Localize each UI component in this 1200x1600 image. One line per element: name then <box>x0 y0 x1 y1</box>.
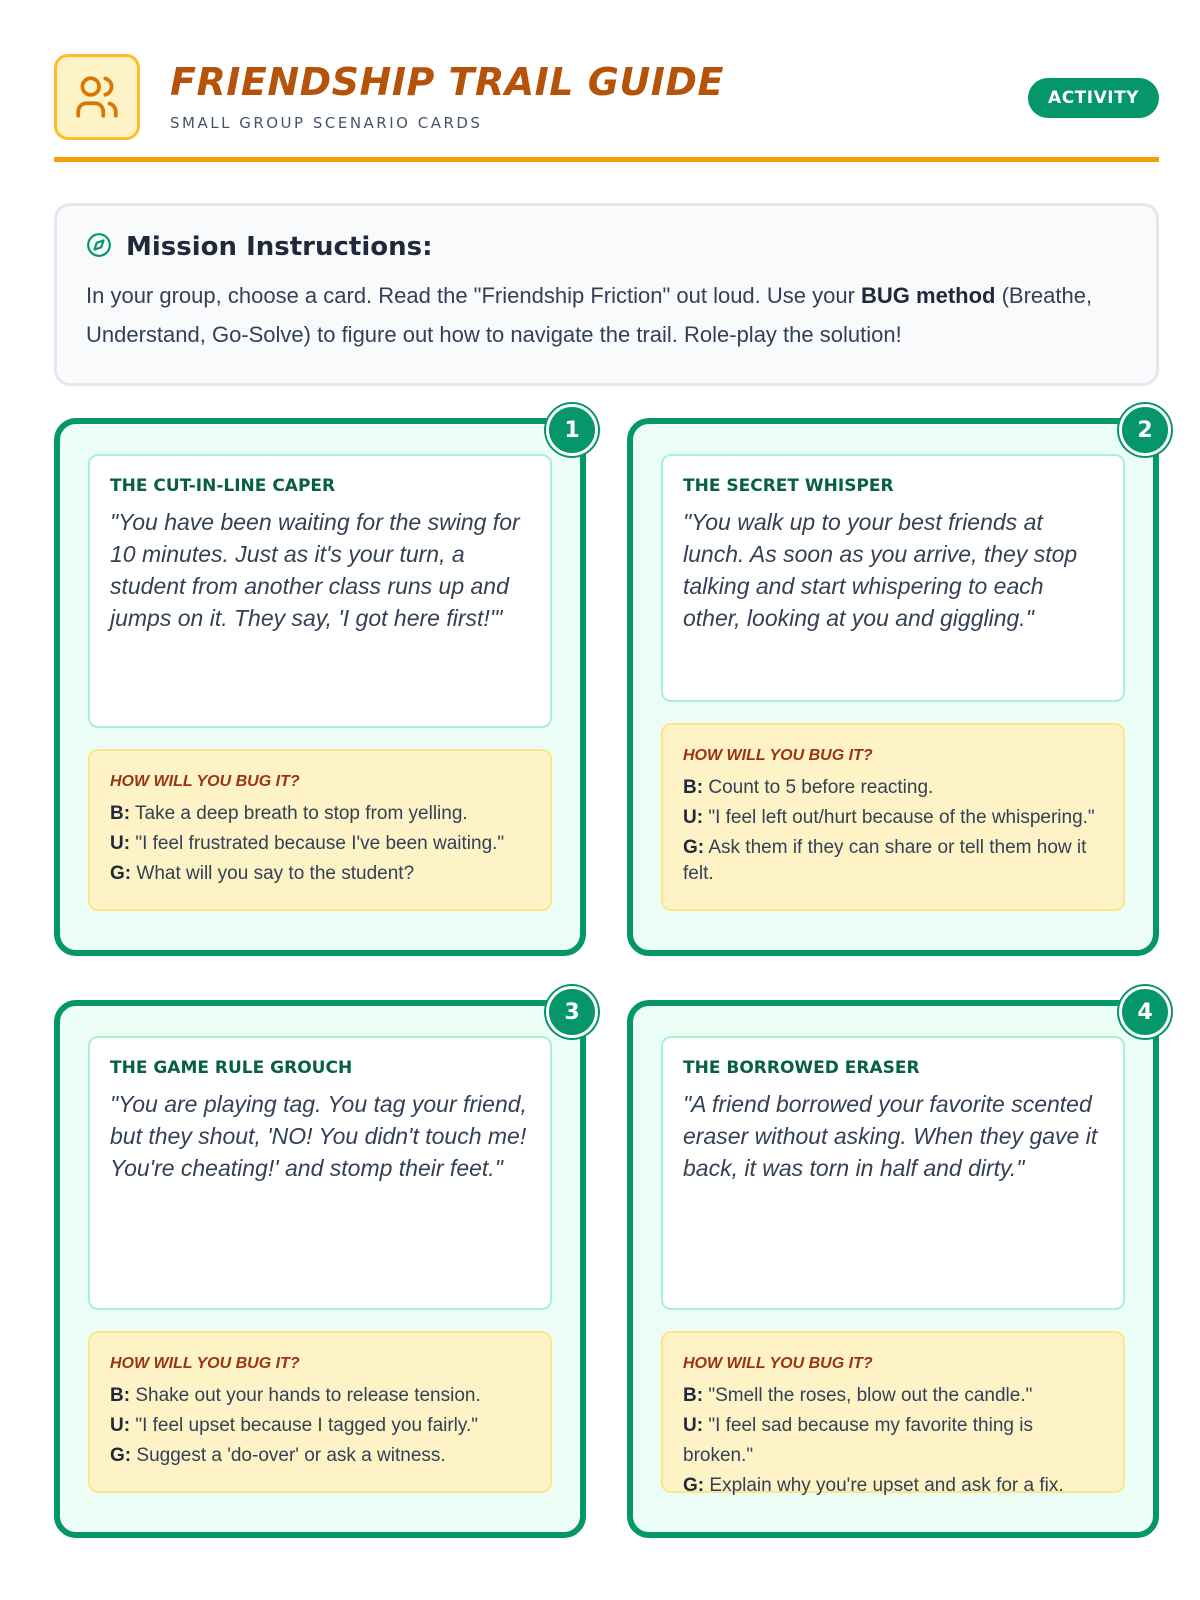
scenario-card-3[interactable] <box>54 1000 586 1538</box>
compass-icon <box>86 232 112 262</box>
bug-understand: U: "I feel sad because my favorite thing is broken." <box>683 1415 1033 1466</box>
bug-go-solve: G: What will you say to the student? <box>110 863 415 884</box>
scenario-card-4[interactable] <box>627 1000 1159 1538</box>
page-title: FRIENDSHIP TRAIL GUIDE <box>170 60 724 104</box>
scenario-title: THE BORROWED ERASER <box>683 1058 920 1078</box>
bug-go-solve: G: Suggest a 'do-over' or ask a witness. <box>110 1445 446 1466</box>
bug-understand: U: "I feel left out/hurt because of the whispering." <box>683 807 1095 828</box>
bug-breathe: B: Shake out your hands to release tension. <box>110 1385 481 1406</box>
bug-title: HOW WILL YOU BUG IT? <box>683 747 873 764</box>
users-icon <box>54 54 140 140</box>
scenario-title: THE CUT-IN-LINE CAPER <box>110 476 336 496</box>
bug-box <box>88 749 552 911</box>
page-header <box>54 54 1159 162</box>
scenario-text: "You have been waiting for the swing for 10 minutes. Just as it's your turn, a student from another class runs up and jumps on it. They say, 'I got here first!'" <box>110 509 520 631</box>
bug-understand: U: "I feel frustrated because I've been waiting." <box>110 833 505 854</box>
bug-method-highlight: BUG method <box>861 283 996 308</box>
instructions-text: In your group, choose a card. Read the "Friendship Friction" out loud. Use your BUG method (Breathe, Understand, Go-Solve) to figure out how to navigate the trail. Role-play the solution! <box>86 283 1093 347</box>
bug-title: HOW WILL YOU BUG IT? <box>110 773 300 790</box>
bug-go-solve: G: Explain why you're upset and ask for a fix. <box>683 1475 1064 1496</box>
bug-breathe: B: Count to 5 before reacting. <box>683 777 934 798</box>
bug-breathe: B: Take a deep breath to stop from yelling. <box>110 803 468 824</box>
scenario-box <box>661 1036 1125 1310</box>
page-subtitle: SMALL GROUP SCENARIO CARDS <box>170 114 483 132</box>
bug-box <box>661 1331 1125 1496</box>
bug-title: HOW WILL YOU BUG IT? <box>110 1355 300 1372</box>
scenario-card-2[interactable] <box>627 418 1159 956</box>
activity-badge: ACTIVITY <box>1028 78 1159 118</box>
scenario-text: "You are playing tag. You tag your friend, but they shout, 'NO! You didn't touch me! You're cheating!' and stomp their feet." <box>110 1091 527 1181</box>
scenario-title: THE GAME RULE GROUCH <box>110 1058 353 1078</box>
instructions-title: Mission Instructions: <box>126 232 433 262</box>
card-number-badge: 3 <box>546 986 598 1038</box>
scenario-title: THE SECRET WHISPER <box>683 476 894 496</box>
bug-go-solve: G: Ask them if they can share or tell them how it felt. <box>683 837 1087 884</box>
bug-title: HOW WILL YOU BUG IT? <box>683 1355 873 1372</box>
bug-breathe: B: "Smell the roses, blow out the candle." <box>683 1385 1033 1406</box>
bug-understand: U: "I feel upset because I tagged you fairly." <box>110 1415 479 1436</box>
scenario-box <box>661 454 1125 702</box>
scenario-box <box>88 454 552 728</box>
card-number-badge: 2 <box>1119 404 1171 456</box>
scenario-text: "A friend borrowed your favorite scented eraser without asking. When they gave it back, it was torn in half and dirty." <box>683 1091 1098 1181</box>
scenario-text: "You walk up to your best friends at lunch. As soon as you arrive, they stop talking and start whispering to each other, looking at you and giggling." <box>683 509 1078 631</box>
card-number-badge: 1 <box>546 404 598 456</box>
scenario-card-1[interactable] <box>54 418 586 956</box>
bug-box <box>661 723 1125 911</box>
mission-instructions <box>54 203 1159 386</box>
bug-box <box>88 1331 552 1493</box>
card-number-badge: 4 <box>1119 986 1171 1038</box>
scenario-box <box>88 1036 552 1310</box>
